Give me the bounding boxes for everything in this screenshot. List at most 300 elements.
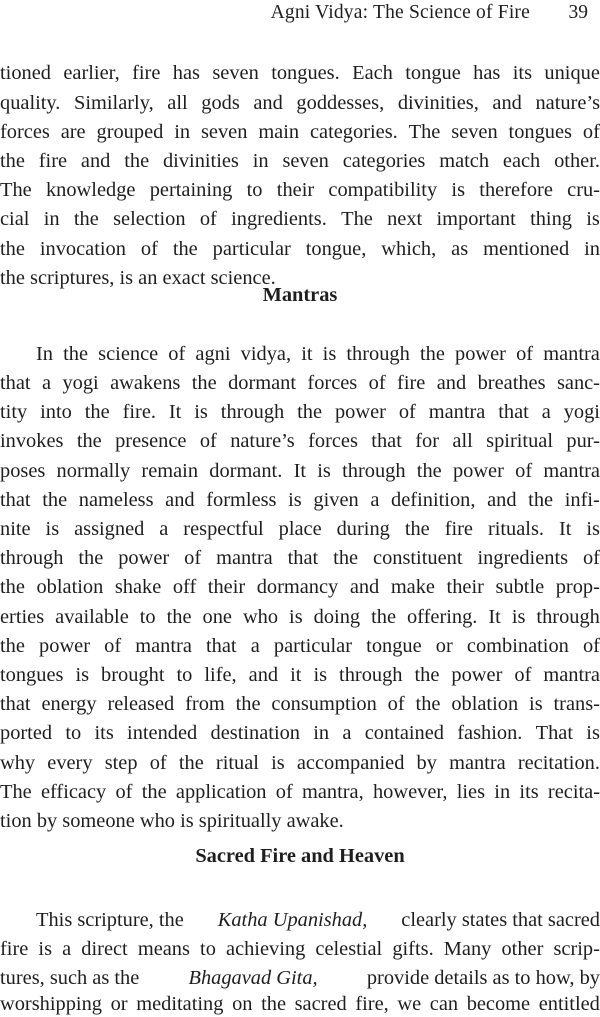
word: which, — [381, 238, 437, 260]
word: of — [514, 664, 532, 686]
word: is — [313, 664, 328, 686]
word: a — [342, 722, 352, 744]
word: of — [582, 547, 600, 569]
word: seven — [200, 121, 248, 143]
word: forces — [308, 430, 358, 452]
word: make — [390, 576, 435, 598]
word: to — [200, 938, 216, 960]
word: spiritual — [486, 430, 553, 452]
text-segment: This scripture, the — [36, 909, 184, 931]
word: to — [65, 722, 82, 744]
word: mantra — [543, 664, 600, 686]
word: therefore — [479, 179, 553, 201]
word: in — [313, 722, 330, 744]
word: is — [529, 693, 543, 715]
word: constituent — [373, 547, 463, 569]
word: that — [0, 372, 31, 394]
word: trans- — [553, 693, 600, 715]
word: is — [271, 752, 285, 774]
word: meditating — [136, 993, 224, 1015]
word: or — [435, 635, 453, 657]
text-line — [0, 206, 600, 232]
word: mentioned — [483, 238, 570, 260]
word: consumption — [271, 693, 377, 715]
word: off — [172, 576, 197, 598]
word: The — [0, 781, 32, 803]
word: in — [252, 150, 269, 172]
word: of — [104, 635, 122, 657]
word: to — [139, 606, 156, 628]
text-line — [0, 428, 600, 454]
word: that — [0, 489, 31, 511]
text-line — [0, 991, 600, 1017]
word: Similarly, — [74, 92, 154, 114]
text-line — [0, 574, 600, 600]
word: the — [172, 238, 198, 260]
word: of — [199, 208, 217, 230]
word: prop- — [555, 576, 600, 598]
word: remain — [141, 460, 199, 482]
text-line — [0, 779, 600, 805]
word: the — [528, 489, 554, 511]
word: direct — [81, 938, 128, 960]
word: divinities — [162, 150, 239, 172]
word: available — [55, 606, 129, 628]
word: It — [558, 518, 572, 540]
word: particular — [212, 238, 291, 260]
word: it — [290, 664, 302, 686]
word: fire — [444, 518, 473, 540]
word: recitation. — [517, 752, 600, 774]
word: combination — [466, 635, 569, 657]
word: main — [258, 121, 300, 143]
word: and — [492, 92, 522, 114]
word: of — [368, 372, 386, 394]
word: seven — [282, 150, 329, 172]
word: one — [202, 606, 232, 628]
word: application — [175, 781, 267, 803]
word: the — [191, 372, 217, 394]
word: the — [178, 752, 204, 774]
word: Each — [352, 62, 393, 84]
text-line — [0, 119, 600, 145]
text-segment: tures, such as the — [0, 967, 140, 989]
word: the — [297, 401, 323, 423]
word: seven — [212, 62, 259, 84]
word: is — [586, 208, 600, 230]
word: every — [47, 752, 93, 774]
word: a — [541, 401, 551, 423]
word: that — [206, 635, 237, 657]
word: divinities, — [397, 92, 479, 114]
word: invokes — [0, 430, 64, 452]
word: categories. — [309, 121, 398, 143]
word: match — [439, 150, 490, 172]
word: celestial — [315, 938, 383, 960]
word: of — [582, 635, 600, 657]
text-line — [0, 399, 600, 425]
word: next — [387, 208, 423, 230]
word: life, — [204, 664, 237, 686]
word: of — [398, 401, 416, 423]
word: tongues — [508, 121, 572, 143]
word: other — [501, 938, 544, 960]
word: entitled — [538, 993, 600, 1015]
word: cru- — [567, 179, 600, 201]
word: recita- — [547, 781, 600, 803]
word: destination — [210, 722, 300, 744]
word: and — [80, 150, 111, 172]
word: The — [341, 208, 373, 230]
text-line — [0, 662, 600, 688]
word: formless — [206, 489, 277, 511]
word: infi- — [564, 489, 600, 511]
word: the — [419, 343, 445, 365]
text-line — [0, 90, 600, 116]
word: the — [371, 606, 396, 628]
word: tongue — [405, 62, 461, 84]
word: breathes — [477, 372, 546, 394]
text-line — [0, 487, 600, 513]
word: it — [301, 343, 313, 365]
word: efficacy — [40, 781, 107, 803]
word: fire, — [355, 993, 389, 1015]
word: ingredients. — [231, 208, 327, 230]
text-line — [0, 691, 600, 717]
word: of — [168, 343, 186, 365]
word: that — [498, 401, 529, 423]
word: the — [124, 150, 150, 172]
word: their — [446, 576, 484, 598]
word: lies — [456, 781, 486, 803]
word: sacred — [294, 993, 347, 1015]
text-segment: clearly states that sacred — [401, 909, 600, 931]
word: and — [349, 576, 380, 598]
word: yogi — [563, 401, 600, 423]
word: achieving — [226, 938, 306, 960]
word: has — [172, 62, 200, 84]
text-line — [0, 236, 600, 262]
word: the — [235, 693, 261, 715]
word: is — [586, 722, 600, 744]
word: the — [141, 781, 167, 803]
word: power — [451, 664, 503, 686]
word: their — [207, 576, 246, 598]
word: the — [404, 518, 430, 540]
running-title: Agni Vidya: The Science of Fire — [270, 2, 530, 23]
word: mantra — [135, 635, 192, 657]
word: power — [118, 547, 170, 569]
word: mantra — [428, 401, 486, 423]
text-line — [0, 148, 600, 174]
word: all — [452, 430, 473, 452]
italic-title: Bhagavad Gita, — [188, 967, 318, 989]
word: In — [36, 343, 53, 365]
word: is — [586, 518, 600, 540]
word: the — [73, 208, 99, 230]
word: assigned — [74, 518, 145, 540]
word: ingredients — [477, 547, 569, 569]
word: mantra — [216, 547, 273, 569]
word: is — [45, 518, 60, 540]
word: through — [0, 547, 64, 569]
word: particular — [273, 635, 353, 657]
word: the — [416, 460, 442, 482]
word: goddesses, — [296, 92, 385, 114]
text-line — [0, 370, 600, 396]
word: mantra — [449, 752, 506, 774]
word: the — [76, 430, 102, 452]
word: through — [220, 401, 285, 423]
word: tity — [0, 401, 28, 423]
word: knowledge — [45, 179, 136, 201]
word: invocation — [39, 238, 126, 260]
word: the — [415, 693, 441, 715]
word: the — [0, 576, 25, 598]
word: and — [248, 664, 279, 686]
word: that — [287, 547, 319, 569]
word: is — [451, 179, 466, 201]
word: dormant. — [209, 460, 283, 482]
word: is — [75, 664, 90, 686]
word: awakens — [110, 372, 181, 394]
text-line — [0, 936, 600, 962]
word: selection — [113, 208, 186, 230]
word: other. — [554, 150, 600, 172]
word: the — [63, 343, 89, 365]
word: to — [246, 179, 263, 201]
word: of — [275, 781, 293, 803]
word: earlier, — [63, 62, 120, 84]
word: that — [0, 693, 31, 715]
word: nite — [0, 518, 31, 540]
word: place — [278, 518, 322, 540]
word: the — [78, 547, 104, 569]
word: why — [0, 752, 36, 774]
text-line — [0, 720, 600, 746]
word: quality. — [0, 92, 61, 114]
word: subtle — [495, 576, 545, 598]
word: rituals. — [487, 518, 545, 540]
word: forces — [0, 121, 50, 143]
word: through — [342, 460, 406, 482]
word: on — [232, 993, 253, 1015]
word: oblation — [36, 576, 104, 598]
text-line — [0, 458, 600, 484]
running-header — [0, 2, 600, 32]
word: to — [176, 664, 193, 686]
section-heading-mantras: Mantras — [262, 284, 338, 306]
word: are — [60, 121, 86, 143]
word: is — [322, 343, 337, 365]
word: step — [104, 752, 138, 774]
text-line — [36, 341, 600, 367]
word: fire — [132, 62, 161, 84]
word: That — [535, 722, 574, 744]
word: fire — [0, 938, 29, 960]
word: gifts. — [392, 938, 434, 960]
word: pertaining — [149, 179, 233, 201]
word: we — [397, 993, 422, 1015]
word: a — [159, 518, 169, 540]
word: the — [261, 993, 286, 1015]
word: in — [494, 781, 511, 803]
word: mantra, — [302, 781, 364, 803]
word: its — [94, 722, 114, 744]
word: tongues. — [271, 62, 340, 84]
word: in — [174, 121, 191, 143]
word: the — [0, 238, 25, 260]
word: for — [415, 430, 440, 452]
word: of — [184, 547, 202, 569]
word: however, — [372, 781, 448, 803]
word: in — [584, 238, 600, 260]
text-line — [0, 965, 600, 991]
word: nature’s — [230, 430, 295, 452]
word: pur- — [566, 430, 600, 452]
word: or — [110, 993, 128, 1015]
word: fire. — [122, 401, 156, 423]
word: all — [167, 92, 188, 114]
word: its — [512, 62, 532, 84]
word: oblation — [451, 693, 519, 715]
word: their — [276, 179, 315, 201]
word: the — [166, 606, 192, 628]
text-line — [0, 60, 600, 86]
text-line — [0, 177, 600, 203]
word: fire — [397, 372, 426, 394]
word: released — [107, 693, 175, 715]
text-segment: provide details as to how, by — [366, 967, 600, 989]
word: and — [436, 372, 467, 394]
word: dormant — [228, 372, 297, 394]
word: of — [387, 693, 405, 715]
word: power — [39, 635, 91, 657]
word: is — [317, 460, 331, 482]
word: of — [140, 238, 158, 260]
word: science — [98, 343, 159, 365]
word: fire — [38, 150, 68, 172]
word: sanc- — [556, 372, 600, 394]
word: respectful — [183, 518, 264, 540]
word: mantra — [543, 460, 600, 482]
word: It — [488, 606, 501, 628]
word: energy — [41, 693, 97, 715]
word: The — [408, 121, 441, 143]
word: contained — [364, 722, 444, 744]
word: doing — [313, 606, 361, 628]
word: during — [336, 518, 390, 540]
word: normally — [56, 460, 131, 482]
word: a — [250, 635, 260, 657]
word: mantra — [543, 343, 600, 365]
word: It — [293, 460, 307, 482]
word: from — [185, 693, 225, 715]
word: scrip- — [553, 938, 600, 960]
word: compatibility — [328, 179, 438, 201]
word: thing — [530, 208, 572, 230]
word: tongues — [0, 664, 64, 686]
word: gods — [201, 92, 240, 114]
text-line: tion by someone who is spiritually awake. — [0, 810, 344, 832]
text-line — [0, 750, 600, 776]
word: is — [194, 401, 208, 423]
word: and — [253, 92, 283, 114]
word: vidya, — [240, 343, 292, 365]
text-line: the scriptures, is an exact science. — [0, 267, 276, 289]
word: tioned — [0, 62, 51, 84]
word: through — [536, 606, 600, 628]
text-line — [0, 633, 600, 659]
word: each — [502, 150, 541, 172]
word: can — [429, 993, 459, 1015]
word: power — [334, 401, 386, 423]
word: the — [0, 150, 25, 172]
word: It — [168, 401, 182, 423]
word: the — [333, 547, 359, 569]
word: that — [371, 430, 402, 452]
word: means — [137, 938, 190, 960]
word: its — [519, 781, 539, 803]
word: a — [41, 372, 52, 394]
section-heading-sacred-fire: Sacred Fire and Heaven — [195, 845, 405, 867]
word: forces — [307, 372, 358, 394]
word: agni — [195, 343, 231, 365]
word: the — [42, 489, 68, 511]
word: accompanied — [296, 752, 405, 774]
word: important — [436, 208, 516, 230]
word: presence — [115, 430, 187, 452]
word: definition, — [391, 489, 476, 511]
word: ported — [0, 722, 53, 744]
text-line — [0, 516, 600, 542]
word: fashion. — [457, 722, 523, 744]
word: through — [346, 343, 410, 365]
word: cial — [0, 208, 30, 230]
word: in — [43, 208, 60, 230]
word: a — [370, 489, 380, 511]
word: offering. — [406, 606, 478, 628]
word: seven — [451, 121, 498, 143]
word: and — [165, 489, 195, 511]
page-number: 39 — [568, 2, 588, 23]
word: The — [0, 179, 32, 201]
word: categories — [342, 150, 426, 172]
word: yogi — [62, 372, 99, 394]
word: of — [199, 430, 217, 452]
word: given — [313, 489, 359, 511]
word: become — [466, 993, 531, 1015]
word: the — [84, 401, 110, 423]
word: through — [339, 664, 403, 686]
word: of — [149, 752, 167, 774]
word: power — [452, 460, 504, 482]
word: into — [40, 401, 72, 423]
word: a — [62, 938, 72, 960]
word: power — [455, 343, 506, 365]
word: is — [38, 938, 53, 960]
word: erties — [0, 606, 45, 628]
word: brought — [101, 664, 165, 686]
word: who — [242, 606, 279, 628]
word: shake — [114, 576, 162, 598]
word: is — [288, 489, 302, 511]
text-line — [0, 545, 600, 571]
word: the — [0, 635, 25, 657]
word: as — [451, 238, 469, 260]
text-line — [0, 604, 600, 630]
word: poses — [0, 460, 46, 482]
